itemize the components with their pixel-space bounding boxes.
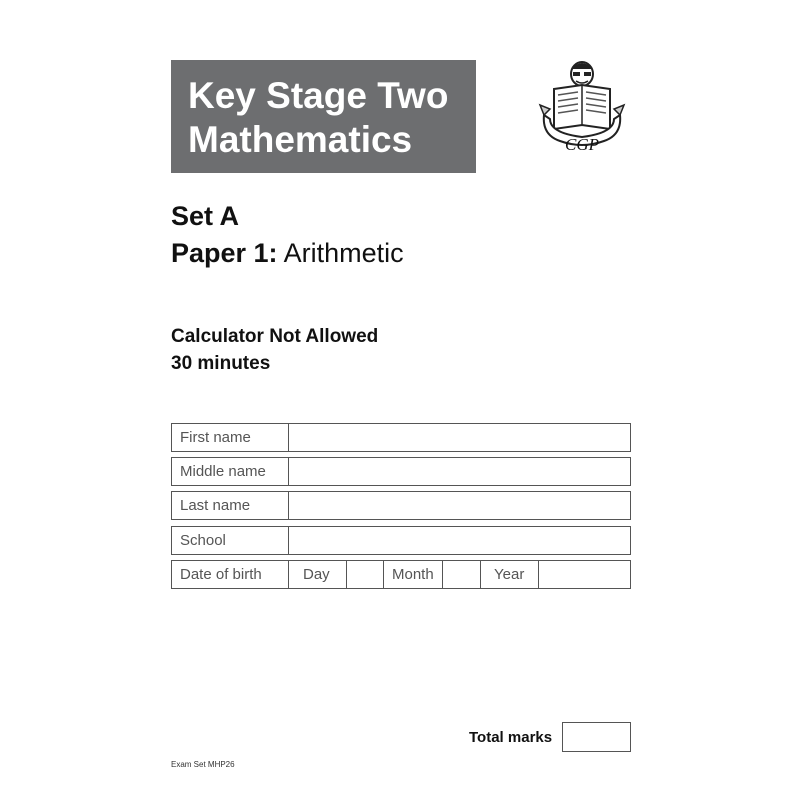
title-line-2: Mathematics	[188, 119, 413, 160]
student-details-form	[171, 423, 631, 594]
first-name-row	[171, 423, 631, 452]
year-label: Year	[481, 561, 539, 588]
first-name-field[interactable]	[289, 424, 630, 451]
cgp-logo	[538, 57, 626, 159]
logo-text: CGP	[565, 135, 599, 154]
month-field[interactable]	[443, 561, 481, 588]
middle-name-row	[171, 457, 631, 486]
paper-name: Arithmetic	[283, 238, 404, 268]
last-name-field[interactable]	[289, 492, 630, 519]
mascot-icon	[571, 62, 593, 86]
calculator-instruction: Calculator Not Allowed	[171, 326, 379, 347]
first-name-label: First name	[172, 424, 289, 451]
day-label: Day	[289, 561, 347, 588]
title-banner	[171, 60, 476, 173]
school-field[interactable]	[289, 527, 630, 554]
date-of-birth-label: Date of birth	[172, 561, 289, 588]
middle-name-field[interactable]	[289, 458, 630, 485]
last-name-row	[171, 491, 631, 520]
month-label: Month	[384, 561, 443, 588]
date-of-birth-row	[171, 560, 631, 589]
book-icon	[554, 85, 610, 129]
time-instruction: 30 minutes	[171, 353, 271, 374]
last-name-label: Last name	[172, 492, 289, 519]
total-marks-box[interactable]	[562, 722, 631, 752]
middle-name-label: Middle name	[172, 458, 289, 485]
day-field[interactable]	[347, 561, 384, 588]
paper-title	[171, 236, 404, 270]
school-row	[171, 526, 631, 555]
exam-set-code: Exam Set MHP26	[171, 760, 235, 769]
set-title: Set A	[171, 201, 240, 231]
year-field[interactable]	[539, 561, 630, 588]
paper-number: Paper 1:	[171, 238, 278, 268]
school-label: School	[172, 527, 289, 554]
total-marks-label: Total marks	[469, 729, 553, 746]
title-line-1: Key Stage Two	[188, 75, 449, 116]
